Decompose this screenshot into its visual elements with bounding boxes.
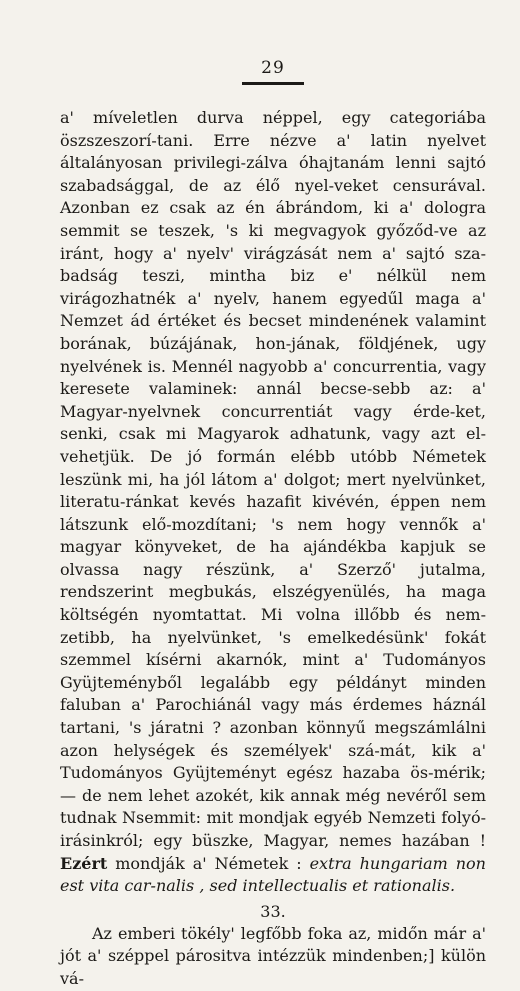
paragraph-2-text: Az emberi tökély' legfőbb foka az, midőn már a' jót a' széppel párositva intézzük mindenben;] külön vá- xyxy=(60,923,486,988)
section-number: 33. xyxy=(260,901,286,921)
paragraph-1-text-continued: mondják a' Németek : xyxy=(107,853,310,873)
emphasis-word: Ezért xyxy=(60,853,108,873)
header-rule xyxy=(242,82,304,85)
body-text xyxy=(60,107,486,991)
latin-quote: extra hungariam non est vita car-nalis , sed intellectualis et rationalis. xyxy=(60,853,486,896)
paragraph-2 xyxy=(60,923,486,991)
page-number: 29 xyxy=(261,58,285,78)
paragraph-1 xyxy=(60,107,486,898)
paragraph-1-text: a' míveletlen durva néppel, egy categoriába öszszeszorí-tani. Erre nézve a' latin nyelvet általányosan privilegi-zálva óhajtanám lenni sajtó szabadsággal, de az élő nyel-veket censurával. Azonban ez csak az én ábrándom, ki a' dologra semmit se teszek, 's ki megvagyok győződ-ve az iránt, hogy a' nyelv' virágzását nem a' sajtó sza-badság teszi, mintha biz e' nélkül nem virágozhatnék a' nyelv, hanem egyedűl maga a' Nemzet ád értéket és becset mindenének valamint borának, búzájának, hon-jának, földjének, ugy nyelvének is. Mennél nagyobb a' concurrentia, vagy keresete valaminek: annál becse-sebb az: a' Magyar-nyelvnek concurrentiát vagy érde-ket, senki, csak mi Magyarok adhatunk, vagy azt el-vehetjük. De jó formán elébb utóbb Németek leszünk mi, ha jól látom a' dolgot; mert nyelvünket, literatu-ránkat kevés hazafit kivévén, éppen nem látszunk elő-mozdítani; 's nem hogy vennők a' magyar könyveket, de ha ajándékba kapjuk se olvassa nagy részünk, a' Szerző' jutalma, rendszerint megbukás, elszégyenülés, ha maga költségén nyomtattat. Mi volna illőbb és nem-zetibb, ha nyelvünket, 's emelkedésünk' fokát szemmel kísérni akarnók, mint a' Tudományos Gyüjteményből legalább egy példányt minden faluban a' Parochiánál vagy más érdemes háznál tartani, 's járatni ? azonban könnyű megszámlálni azon helységek és személyek' szá-mát, kik a' Tudományos Gyüjteményt egész hazaba ös-mérik; — de nem lehet azokét, kik annak még nevéről sem tudnak Nsemmit: mit mondjak egyéb Nemzeti folyó-irásinkról; egy büszke, Magyar, nemes hazában ! xyxy=(60,108,486,850)
